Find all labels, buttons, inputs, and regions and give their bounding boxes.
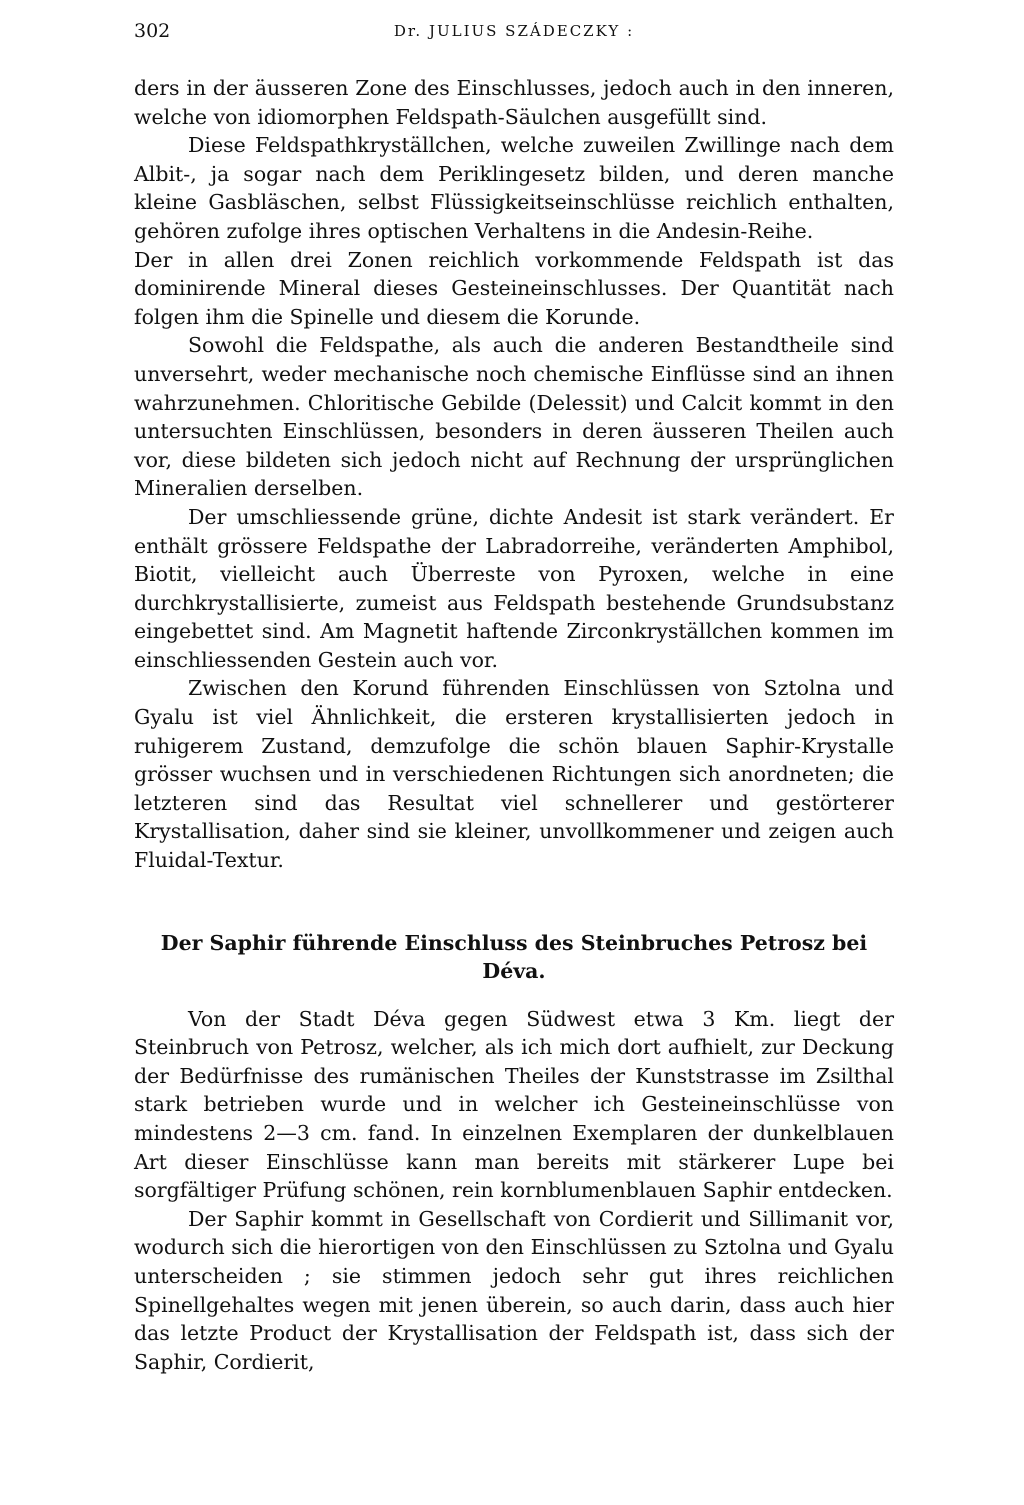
paragraph: Der Saphir kommt in Gesellschaft von Cordierit und Sillimanit vor, wodurch sich die hierortigen von den Einschlüssen zu Sztolna und Gyalu unterscheiden ; sie stimmen jedoch sehr gut ihres reichlichen Spinellgehaltes wegen mit jenen überein, so auch darin, dass auch hier das letzte Product der Krystallisation der Feldspath ist, dass sich der Saphir, Cordierit, bbox=[134, 1206, 894, 1374]
paragraph: Von der Stadt Déva gegen Südwest etwa 3 Km. liegt der Steinbruch von Petrosz, welcher, als ich mich dort aufhielt, zur Deckung der Bedürfnisse des rumänischen Theiles der Kunststrasse im Zsilthal stark betrieben wurde und in welcher ich Gesteineinschlüsse von mindestens 2—3 cm. fand. In einzelnen Exemplaren der dunkelblauen Art dieser Einschlüsse kann man bereits mit stärkerer Lupe bei sorgfältiger Prüfung schönen, rein kornblumenblauen Saphir entdecken. bbox=[134, 1006, 894, 1203]
paragraph: Zwischen den Korund führenden Einschlüssen von Sztolna und Gyalu ist viel Ähnlichkeit, die ersteren krystallisierten jedoch in ruhigerem Zustand, demzufolge die schön blauen Saphir-Krystalle grösser wuchsen und in verschiedenen Richtungen sich anordneten; die letzteren sind das Resultat viel schnellerer und gestörterer Krystallisation, daher sind sie kleiner, unvollkommener und zeigen auch Fluidal-Textur. bbox=[134, 676, 894, 873]
paragraph: ders in der äusseren Zone des Einschlusses, jedoch auch in den inneren, welche von idiomorphen Feldspath-Säulchen ausgefüllt sind. bbox=[134, 76, 894, 129]
body-text bbox=[134, 74, 894, 1376]
paragraph: Diese Feldspathkryställchen, welche zuweilen Zwillinge nach dem Albit-, ja sogar nach dem Periklingesetz bilden, und deren manche kleine Gasbläschen, selbst Flüssigkeitseinschlüsse reichlich enthalten, gehören zufolge ihres optischen Verhaltens in die Andesin-Reihe. bbox=[134, 133, 894, 243]
paragraph: Der in allen drei Zonen reichlich vorkommende Feldspath ist das dominirende Mineral dieses Gesteineinschlusses. Der Quantität nach folgen ihm die Spinelle und diesem die Korunde. bbox=[134, 247, 894, 329]
running-head bbox=[134, 18, 894, 44]
paragraph: Sowohl die Feldspathe, als auch die anderen Bestandtheile sind unversehrt, weder mechanische noch chemische Einflüsse sind an ihnen wahrzunehmen. Chloritische Gebilde (Delessit) und Calcit kommt in den untersuchten Einschlüssen, besonders in deren äusseren Theilen auch vor, diese bildeten sich jedoch nicht auf Rechnung der ursprünglichen Mineralien derselben. bbox=[134, 333, 894, 501]
paragraph: Der umschliessende grüne, dichte Andesit ist stark verändert. Er enthält grössere Feldspathe der Labradorreihe, veränderten Amphibol, Biotit, vielleicht auch Überreste von Pyroxen, welche in eine durchkrystallisierte, zumeist aus Feldspath bestehende Grundsubstanz eingebettet sind. Am Magnetit haftende Zirconkryställchen kommen im einschliessenden Gestein auch vor. bbox=[134, 504, 894, 672]
header-author: Dr. JULIUS SZÁDECZKY : bbox=[393, 22, 635, 40]
section-heading: Der Saphir führende Einschluss des Steinbruches Petrosz bei Déva. bbox=[160, 930, 868, 983]
page-number: 302 bbox=[134, 20, 171, 42]
